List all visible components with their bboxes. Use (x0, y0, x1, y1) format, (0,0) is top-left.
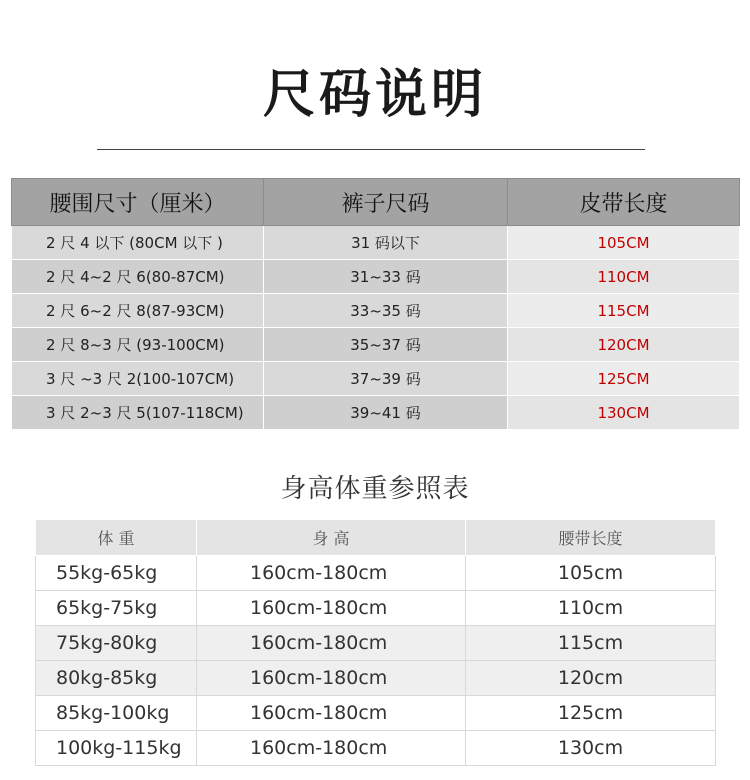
table-row (12, 396, 740, 430)
weight-cell: 55kg-65kg (36, 556, 197, 591)
header-height: 身 高 (197, 520, 466, 556)
waist-size-cell: 2 尺 4~2 尺 6(80-87CM) (12, 260, 264, 294)
weight-cell: 75kg-80kg (36, 626, 197, 661)
waist-size-cell: 2 尺 8~3 尺 (93-100CM) (12, 328, 264, 362)
belt-length-cell: 110cm (466, 591, 716, 626)
size-table-header (12, 179, 740, 226)
belt-length-cell: 120cm (466, 661, 716, 696)
table-row (36, 591, 716, 626)
weight-cell: 65kg-75kg (36, 591, 197, 626)
pants-size-cell: 37~39 码 (264, 362, 508, 396)
table-row (36, 626, 716, 661)
belt-length-cell: 125cm (466, 696, 716, 731)
table-row (12, 226, 740, 260)
table-row (36, 661, 716, 696)
weight-cell: 80kg-85kg (36, 661, 197, 696)
belt-length-cell: 110CM (508, 260, 740, 294)
waist-size-cell: 2 尺 6~2 尺 8(87-93CM) (12, 294, 264, 328)
reference-table-header (36, 520, 716, 556)
weight-cell: 100kg-115kg (36, 731, 197, 766)
waist-size-cell: 3 尺 ~3 尺 2(100-107CM) (12, 362, 264, 396)
table-row (36, 731, 716, 766)
belt-length-cell: 105cm (466, 556, 716, 591)
table-row (36, 696, 716, 731)
belt-length-cell: 130CM (508, 396, 740, 430)
height-cell: 160cm-180cm (197, 731, 466, 766)
header-belt-length: 皮带长度 (508, 179, 740, 226)
reference-table-title: 身高体重参照表 (280, 474, 470, 504)
header-belt-length: 腰带长度 (466, 520, 716, 556)
height-weight-table (35, 519, 716, 766)
header-weight: 体 重 (36, 520, 197, 556)
pants-size-cell: 39~41 码 (264, 396, 508, 430)
belt-length-cell: 115cm (466, 626, 716, 661)
belt-length-cell: 120CM (508, 328, 740, 362)
title-divider (97, 149, 645, 150)
belt-length-cell: 125CM (508, 362, 740, 396)
table-row (12, 260, 740, 294)
height-cell: 160cm-180cm (197, 696, 466, 731)
height-cell: 160cm-180cm (197, 556, 466, 591)
table-row (12, 328, 740, 362)
belt-length-cell: 130cm (466, 731, 716, 766)
height-cell: 160cm-180cm (197, 626, 466, 661)
header-pants-size: 裤子尺码 (264, 179, 508, 226)
pants-size-cell: 31 码以下 (264, 226, 508, 260)
pants-size-cell: 31~33 码 (264, 260, 508, 294)
table-row (12, 362, 740, 396)
page-title: 尺码说明 (262, 65, 487, 125)
table-row (12, 294, 740, 328)
pants-size-cell: 35~37 码 (264, 328, 508, 362)
table-row (36, 556, 716, 591)
belt-length-cell: 105CM (508, 226, 740, 260)
waist-size-cell: 3 尺 2~3 尺 5(107-118CM) (12, 396, 264, 430)
waist-size-cell: 2 尺 4 以下 (80CM 以下 ) (12, 226, 264, 260)
height-cell: 160cm-180cm (197, 591, 466, 626)
weight-cell: 85kg-100kg (36, 696, 197, 731)
height-cell: 160cm-180cm (197, 661, 466, 696)
size-table (11, 178, 740, 430)
pants-size-cell: 33~35 码 (264, 294, 508, 328)
header-waist-size: 腰围尺寸（厘米） (12, 179, 264, 226)
belt-length-cell: 115CM (508, 294, 740, 328)
